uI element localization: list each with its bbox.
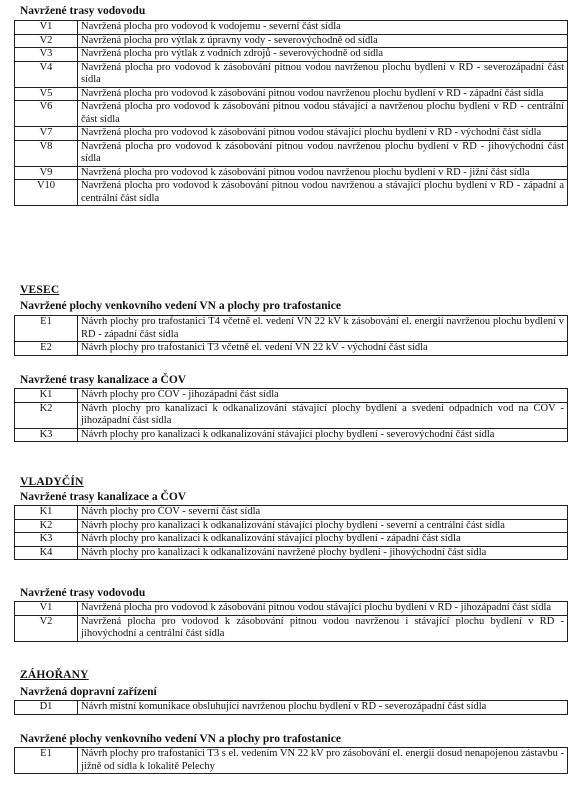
row-code: V8 (15, 140, 78, 166)
row-description: Návrh plochy pro kanalizaci k odkanalizování navržené plochy bydlení - jihovýchodní část sídla (78, 546, 568, 560)
table-power-lines (14, 315, 568, 356)
row-code: V2 (15, 34, 78, 48)
section-heading-power-lines-2: Navržené plochy venkovního vedení VN a plochy pro trafostanice (20, 733, 341, 745)
row-description: Navržená plocha pro výtlak z úpravny vody - severovýchodně od sídla (78, 34, 568, 48)
table-sewerage (14, 388, 568, 442)
table-sewerage-2 (14, 505, 568, 560)
table-row (15, 602, 568, 616)
row-description: Navržená plocha pro vodovod k zásobování pitnou vodou navrženou plochu bydlení v RD - jižní část sídla (78, 166, 568, 180)
row-description: Navržená plocha pro vodovod k zásobování pitnou vodou navrženou plochu bydlení v RD - západní část sídla (78, 87, 568, 101)
row-code: V1 (15, 21, 78, 35)
table-row (15, 127, 568, 141)
row-code: V9 (15, 166, 78, 180)
row-code: V1 (15, 602, 78, 616)
table-water-routes-2 (14, 601, 568, 642)
row-code: K3 (15, 533, 78, 547)
section-heading-transport: Navržená dopravní zařízení (20, 686, 157, 698)
row-description: Návrh plochy pro trafostanici T3 včetně el. vedení VN 22 kV - východní část sídla (78, 342, 568, 356)
table-row (15, 87, 568, 101)
row-code: E1 (15, 316, 78, 342)
table-row (15, 546, 568, 560)
row-description: Návrh plochy pro trafostanici T3 s el. vedením VN 22 kV pro zásobování el. energií dosud nenapojenou zástavbu - jižně od sídla k lokalitě Pelechy (78, 748, 568, 774)
section-heading-water-routes: Navržené trasy vodovodu (20, 5, 146, 17)
row-description: Návrh plochy pro kanalizaci k odkanalizování stávající plochy bydlení a svedení odpadních vod na ČOV - jihozápadní část sídla (78, 402, 568, 428)
table-row (15, 316, 568, 342)
table-row (15, 180, 568, 206)
row-description: Navržená plocha pro výtlak z vodních zdrojů - severovýchodně od sídla (78, 48, 568, 62)
row-description: Návrh plochy pro ČOV - jihozápadní část sídla (78, 389, 568, 403)
table-row (15, 402, 568, 428)
row-description: Navržená plocha pro vodovod k zásobování pitnou vodou navrženou plochu bydlení v RD - severozápadní část sídla (78, 61, 568, 87)
table-row (15, 615, 568, 641)
table-row (15, 701, 568, 715)
section-heading-sewerage: Navržené trasy kanalizace a ČOV (20, 374, 187, 386)
table-row (15, 61, 568, 87)
row-code: V5 (15, 87, 78, 101)
row-description: Navržená plocha pro vodovod k zásobování pitnou vodou stávající plochu bydlení v RD - jihozápadní část sídla (78, 602, 568, 616)
row-description: Navržená plocha pro vodovod k zásobování pitnou vodou stávající plochu bydlení v RD - východní část sídla (78, 127, 568, 141)
row-code: K1 (15, 389, 78, 403)
row-description: Návrh plochy pro ČOV - severní část sídla (78, 506, 568, 520)
table-water-routes (14, 20, 568, 206)
row-code: K4 (15, 546, 78, 560)
section-heading-sewerage-2: Navržené trasy kanalizace a ČOV (20, 491, 187, 503)
table-row (15, 140, 568, 166)
section-heading-water-routes-2: Navržené trasy vodovodu (20, 587, 146, 599)
row-code: K2 (15, 519, 78, 533)
row-description: Návrh plochy pro trafostanici T4 včetně el. vedení VN 22 kV k zásobování el. energií navrženou plochu bydlení v RD - západní část sídla (78, 316, 568, 342)
row-code: K2 (15, 402, 78, 428)
row-code: V7 (15, 127, 78, 141)
row-description: Navržená plocha pro vodovod k vodojemu - severní část sídla (78, 21, 568, 35)
row-description: Navržená plocha pro vodovod k zásobování pitnou vodou stávající a navrženou plochu bydlení v RD - centrální část sídla (78, 101, 568, 127)
row-description: Navržená plocha pro vodovod k zásobování pitnou vodou navrženou a stávající plochu bydlení v RD - západní a centrální část sídla (78, 180, 568, 206)
place-heading-vesec: VESEC (20, 284, 60, 296)
table-row (15, 389, 568, 403)
row-code: V6 (15, 101, 78, 127)
row-code: V4 (15, 61, 78, 87)
table-row (15, 519, 568, 533)
row-description: Návrh místní komunikace obsluhující navrženou plochu bydlení v RD - severozápadní část sídla (78, 701, 568, 715)
row-description: Návrh plochy pro kanalizaci k odkanalizování stávající plochy bydlení - západní část sídla (78, 533, 568, 547)
row-description: Návrh plochy pro kanalizaci k odkanalizování stávající plochy bydlení - severovýchodní část sídla (78, 428, 568, 442)
row-code: K3 (15, 428, 78, 442)
row-code: E2 (15, 342, 78, 356)
row-description: Navržená plocha pro vodovod k zásobování pitnou vodou navrženou i stávající plochu bydlení v RD - jihovýchodní a centrální část sídla (78, 615, 568, 641)
table-row (15, 48, 568, 62)
table-power-lines-2 (14, 747, 568, 774)
row-code: D1 (15, 701, 78, 715)
table-row (15, 101, 568, 127)
row-description: Návrh plochy pro kanalizaci k odkanalizování stávající plochy bydlení - severní a centrální část sídla (78, 519, 568, 533)
row-code: V2 (15, 615, 78, 641)
table-row (15, 533, 568, 547)
table-row (15, 748, 568, 774)
row-code: E1 (15, 748, 78, 774)
section-heading-power-lines: Navržené plochy venkovního vedení VN a plochy pro trafostanice (20, 300, 341, 312)
table-row (15, 428, 568, 442)
row-code: K1 (15, 506, 78, 520)
place-heading-vladycin: VLADYČÍN (20, 476, 84, 488)
row-code: V3 (15, 48, 78, 62)
row-description: Navržená plocha pro vodovod k zásobování pitnou vodou navrženou plochu bydlení v RD - jihovýchodní část sídla (78, 140, 568, 166)
place-heading-zahorany: ZÁHOŘANY (20, 669, 89, 681)
table-row (15, 166, 568, 180)
table-row (15, 34, 568, 48)
table-transport (14, 700, 568, 715)
row-code: V10 (15, 180, 78, 206)
table-row (15, 342, 568, 356)
table-row (15, 506, 568, 520)
table-row (15, 21, 568, 35)
